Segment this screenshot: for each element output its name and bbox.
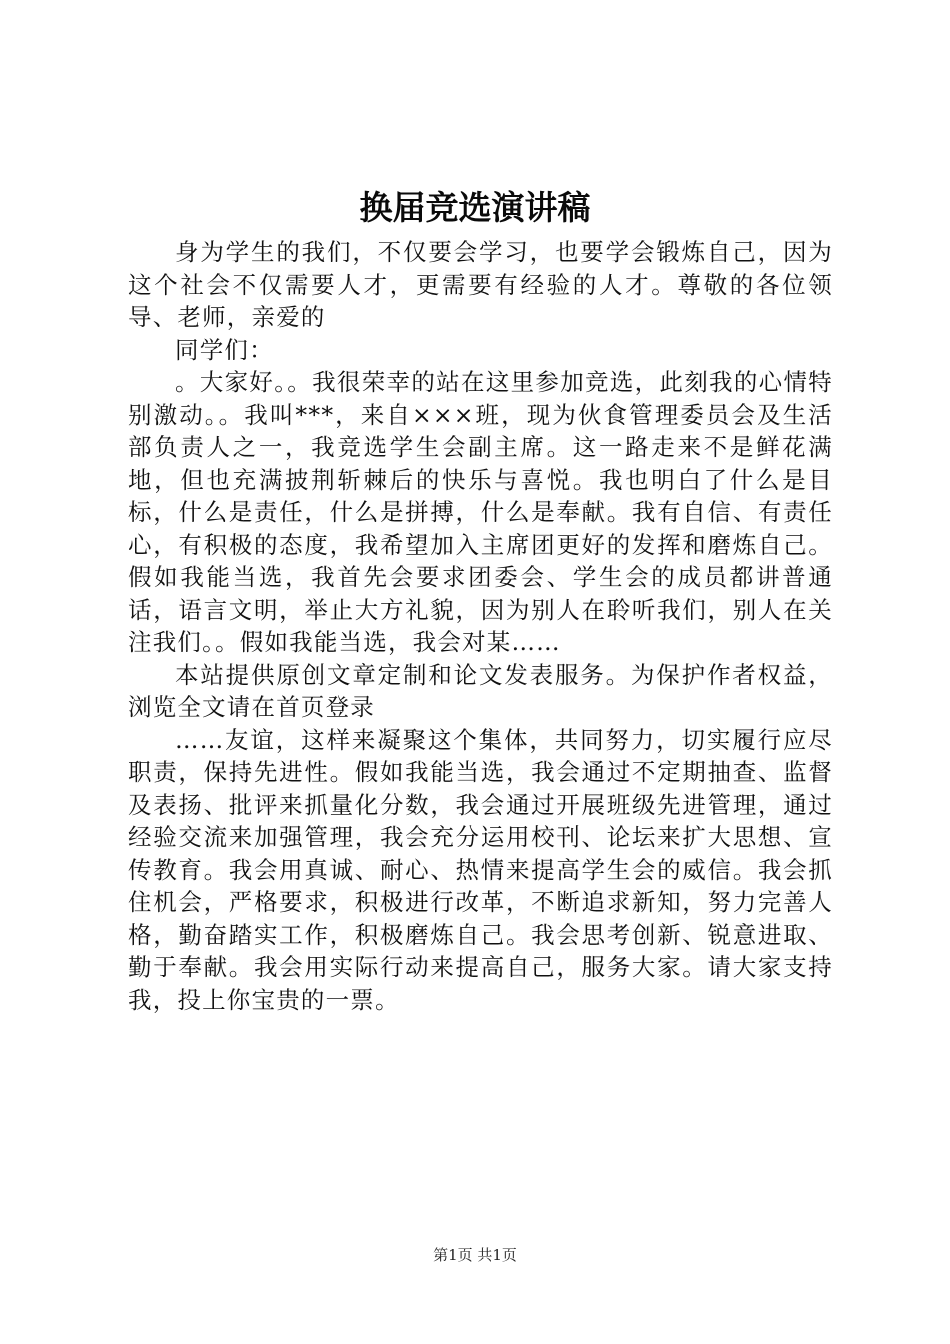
- paragraph-speech-part-2: ……友谊，这样来凝聚这个集体，共同努力，切实履行应尽职责，保持先进性。假如我能当选，我会通过不定期抽查、监督及表扬、批评来抓量化分数，我会通过开展班级先进管理，通过经验交流来加强管理，我会充分运用校刊、论坛来扩大思想、宣传教育。我会用真诚、耐心、热情来提高学生会的威信。我会抓住机会，严格要求，积极进行改革，不断追求新知，努力完善人格，勤奋踏实工作，积极磨炼自己。我会思考创新、锐意进取、勤于奉献。我会用实际行动来提高自己，服务大家。请大家支持我，投上你宝贵的一票。: [128, 725, 833, 1014]
- paragraph-greeting: 同学们：: [175, 335, 274, 364]
- document-title: 换届竞选演讲稿: [359, 188, 591, 227]
- paragraph-speech-part-1: 。大家好。。我很荣幸的站在这里参加竞选，此刻我的心情特别激动。。我叫***，来自×××班，现为伙食管理委员会及生活部负责人之一，我竞选学生会副主席。这一路走来不是鲜花满地，但也充满披荆斩棘后的快乐与喜悦。我也明白了什么是目标，什么是责任，什么是拼搏，什么是奉献。我有自信、有责任心，有积极的态度，我希望加入主席团更好的发挥和磨炼自己。假如我能当选，我首先会要求团委会、学生会的成员都讲普通话，语言文明，举止大方礼貌，因为别人在聆听我们，别人在关注我们。。假如我能当选，我会对某……: [128, 368, 833, 656]
- page-number-footer: 第1页 共1页: [433, 1246, 517, 1264]
- document-body: [128, 236, 833, 1016]
- paragraph-intro: 身为学生的我们，不仅要会学习，也要学会锻炼自己，因为这个社会不仅需要人才，更需要有经验的人才。尊敬的各位领导、老师，亲爱的: [128, 238, 833, 331]
- paragraph-site-notice: 本站提供原创文章定制和论文发表服务。为保护作者权益，浏览全文请在首页登录: [128, 660, 833, 721]
